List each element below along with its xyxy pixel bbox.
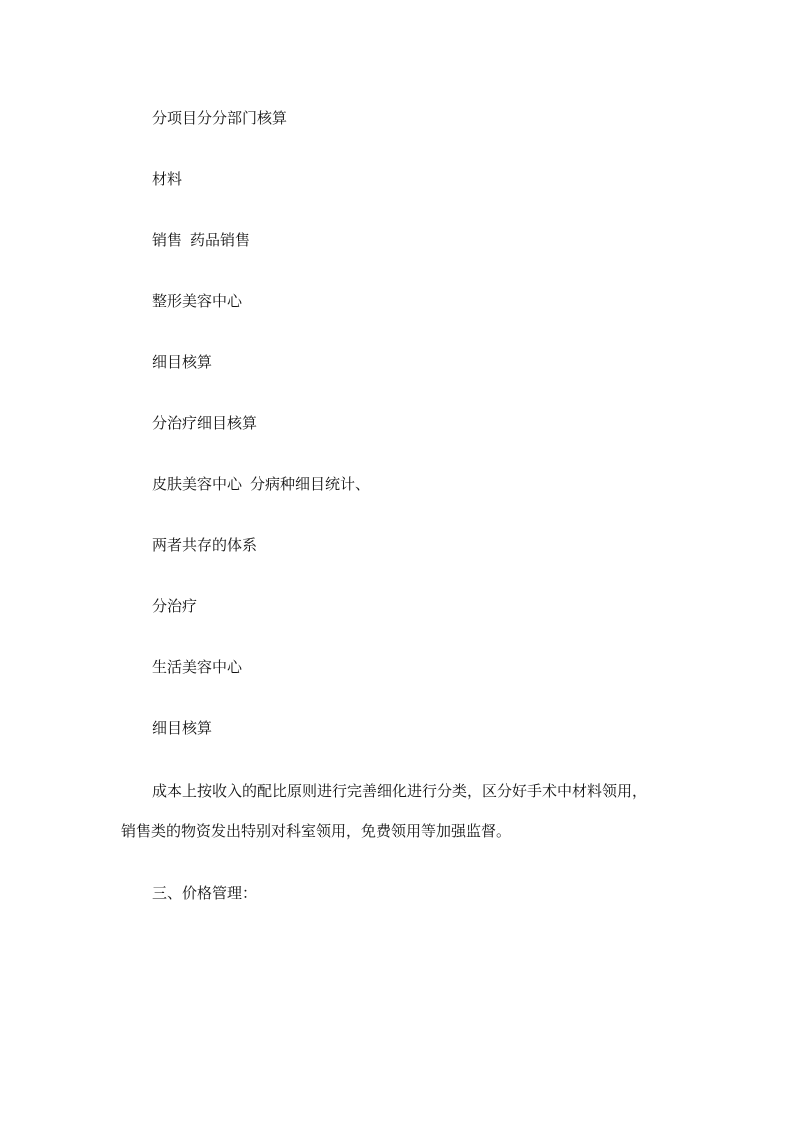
text-line: 生活美容中心 — [152, 658, 243, 676]
text-line: 材料 — [152, 170, 183, 188]
text-fragment: 分病种细目统计、 — [250, 475, 371, 493]
text-line-group — [152, 474, 370, 494]
text-line: 分治疗细目核算 — [152, 414, 258, 432]
text-line: 细目核算 — [152, 353, 213, 371]
text-line: 两者共存的体系 — [152, 536, 258, 554]
paragraph-line-2: 销售类的物资发出特别对科室领用，免费领用等加强监督。 — [121, 822, 512, 840]
text-line: 分治疗 — [152, 597, 198, 615]
text-line: 整形美容中心 — [152, 292, 243, 310]
text-fragment: 药品销售 — [190, 231, 251, 249]
text-line: 细目核算 — [152, 719, 213, 737]
text-line-group — [152, 230, 250, 250]
text-line: 分项目分分部门核算 — [152, 109, 288, 127]
text-fragment: 皮肤美容中心 — [152, 475, 243, 493]
section-heading: 三、价格管理： — [152, 884, 258, 902]
paragraph-line-1: 成本上按收入的配比原则进行完善细化进行分类，区分好手术中材料领用， — [152, 782, 648, 800]
text-fragment: 销售 — [152, 231, 183, 249]
